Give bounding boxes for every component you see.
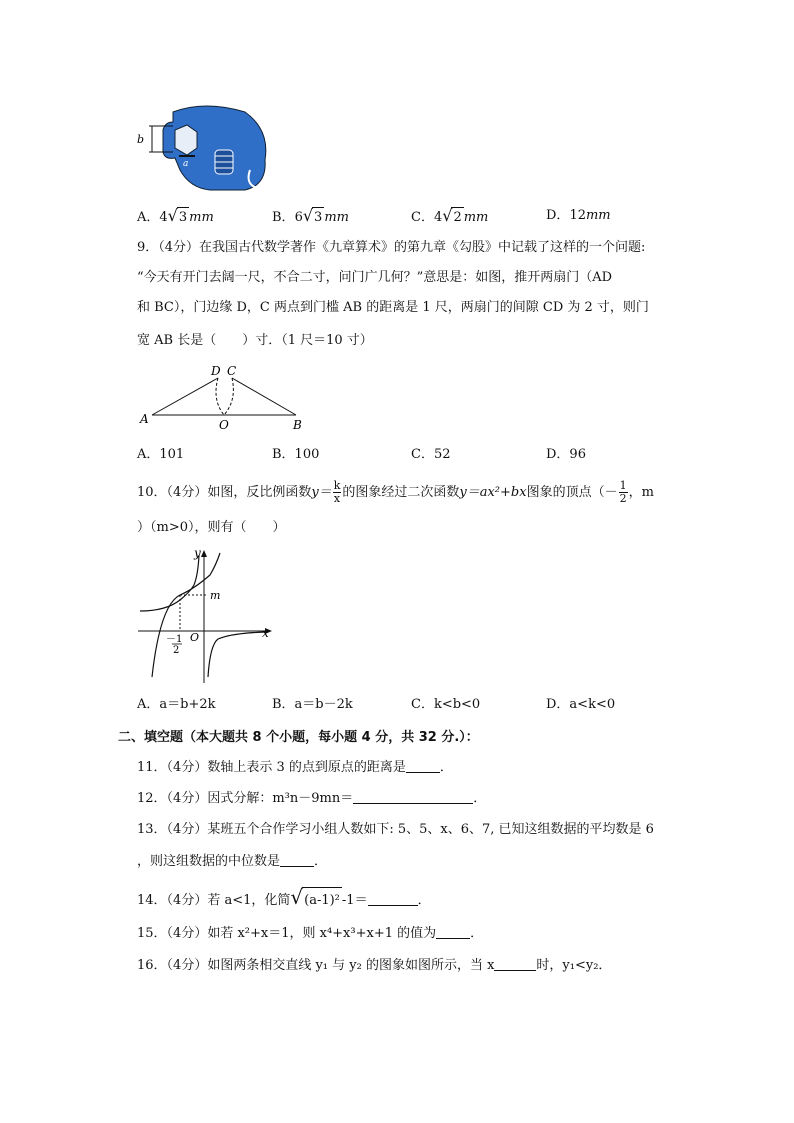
q11: 11．（4分）数轴上表示 3 的点到原点的距离是 ． <box>137 760 453 775</box>
wrench-figure <box>135 100 275 195</box>
door-figure <box>138 360 313 432</box>
q16: 16．（4分）如图两条相交直线 y₁ 与 y₂ 的图象如图所示，当 x 时，y₁<y₂． <box>137 958 612 973</box>
q10-option-a: A．a＝b+2k <box>137 697 216 712</box>
q14: 14．（4分）若 a<1，化简√(a-1)² -1＝ ． <box>137 884 431 914</box>
label-c: C <box>227 364 237 378</box>
label-a: A <box>140 412 149 426</box>
label-b: B <box>293 418 302 432</box>
label-neg-half-den: 2 <box>173 645 180 656</box>
q10-option-d: D．a<k<0 <box>546 697 616 712</box>
q8-option-c: C．4√2 mm <box>411 206 488 228</box>
q9-line-4: 宽 AB 长是（ ）寸．（1 尺＝10 寸） <box>137 333 373 348</box>
q9-option-a: A．101 <box>137 447 185 462</box>
q9-line-3: 和 BC），门边缘 D，C 两点到门槛 AB 的距离是 1 尺，两扇门的间隙 CD 为 2 寸，则门 <box>137 300 649 315</box>
q8-option-b: B．6√3 mm <box>272 206 349 228</box>
q13-line-1: 13．（4分）某班五个合作学习小组人数如下: 5、5、x、6、7, 已知这组数据的平均数是 6 <box>137 822 654 837</box>
q10-line-1: 10．（4分）如图，反比例函数y＝ $\frac{k}{x}$ 的图象经过二次函数y＝ax²+bx图象的顶点（－ $\frac{1}{2}$ ，m <box>137 479 654 505</box>
label-y: y <box>194 546 201 560</box>
label-neg-half-num: －1 <box>166 634 183 645</box>
q10-option-c: C．k<b<0 <box>411 697 481 712</box>
label-b: b <box>137 133 145 146</box>
label-m: m <box>210 589 221 602</box>
q9-option-b: B．100 <box>272 447 320 462</box>
q12: 12．（4分）因式分解：m³n－9mn＝ ． <box>137 791 487 806</box>
label-o: O <box>219 418 229 432</box>
q9-option-d: D．96 <box>546 447 586 462</box>
section-2-title: 二、填空题（本大题共 8 个小题，每小题 4 分，共 32 分.）： <box>118 730 479 745</box>
q10-line-2: ）（m>0），则有（ ） <box>137 520 286 535</box>
label-a: a <box>183 159 189 169</box>
label-o: O <box>190 631 200 644</box>
q15: 15．（4分）如若 x²+x＝1，则 x⁴+x³+x+1 的值为 ． <box>137 926 484 941</box>
q10-option-b: B．a＝b－2k <box>272 697 353 712</box>
label-d: D <box>211 364 221 378</box>
q9-line-2: “今天有开门去阔一尺，不合二寸，问门广几何？”意思是：如图，推开两扇门（AD <box>137 270 613 285</box>
q9-option-c: C．52 <box>411 447 451 462</box>
function-graph <box>136 545 276 685</box>
label-x: x <box>262 626 269 640</box>
q13-line-2: ，则这组数据的中位数是 ． <box>137 854 328 869</box>
q8-option-d: D．12mm <box>546 208 611 223</box>
q9-line-1: 9．（4分）在我国古代数学著作《九章算术》的第九章《勾股》中记载了这样的一个问题: <box>137 240 646 255</box>
q8-option-a: A．4√3 mm <box>137 206 214 228</box>
